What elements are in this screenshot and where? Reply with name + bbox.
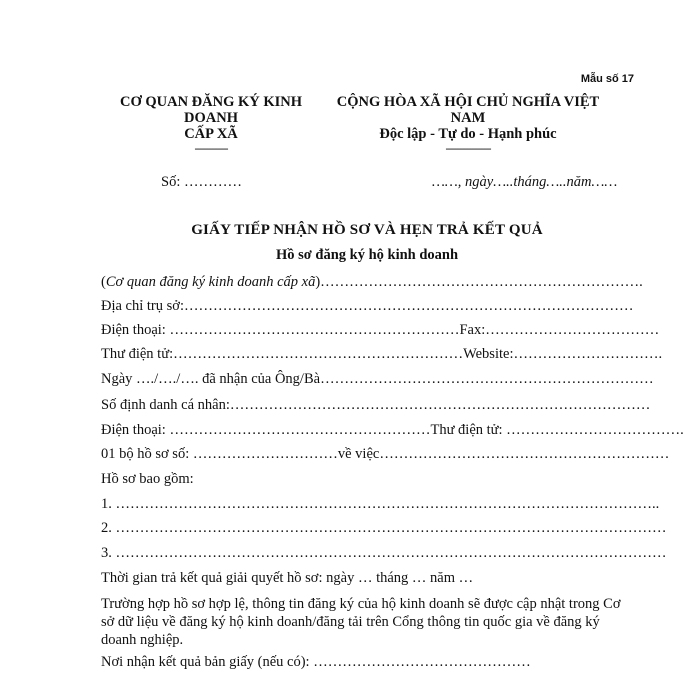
received-date-line: Ngày …./…./…. đã nhận của Ông/Bà…………………………………………………………… [101,371,654,387]
dossier-item-1: 1. ………………………………………………………………………………………………….. [101,496,660,512]
document-number: Số: ………… [161,174,242,190]
issuing-agency-separator: ----------- [194,141,228,155]
email-website-line: Thư điện tử:……………………………………………………Website:…………………………. [101,346,663,362]
phone-email-line: Điện thoại: ………………………………………………Thư điện tử: ………………………………. [101,422,684,438]
personal-id-line: Số định danh cá nhân:…………………………………………………………………………… [101,397,651,413]
form-number: Mẫu số 17 [580,73,634,85]
document-date: ……, ngày…..tháng…..năm…… [432,174,618,190]
document-subtitle: Hồ sơ đăng ký hộ kinh doanh [275,247,459,263]
phone-fax-line: Điện thoại: ……………………………………………………Fax:……………………………… [101,322,660,338]
dossier-includes-label: Hồ sơ bao gồm: [101,471,194,487]
document-title: GIẤY TIẾP NHẬN HỒ SƠ VÀ HẸN TRẢ KẾT QUẢ [191,222,543,238]
issuing-agency-line-2: DOANH [184,110,238,126]
issuing-agency-line-3: CẤP XÃ [184,126,238,142]
agency-dots: )…………………………………………………………. [315,274,643,290]
paper-result-line: Nơi nhận kết quả bản giấy (nếu có): ……………………………………… [101,654,531,670]
dossier-line: 01 bộ hồ sơ số: …………………………về việc…………………………………………………… [101,446,670,462]
dossier-item-3: 3. …………………………………………………………………………………………………… [101,545,667,561]
agency-open-paren: ( [101,274,106,290]
national-motto: Độc lập - Tự do - Hạnh phúc [379,126,557,142]
agency-name-placeholder: Cơ quan đăng ký kinh doanh cấp xã [105,274,316,290]
national-motto-separator: --------------- [445,141,491,155]
result-time-line: Thời gian trả kết quả giải quyết hồ sơ: ngày … tháng … năm … [101,570,474,586]
agency-line [101,274,643,291]
address-line: Địa chỉ trụ sở:………………………………………………………………………………… [101,298,634,314]
issuing-agency-line-1: CƠ QUAN ĐĂNG KÝ KINH [119,94,303,110]
dossier-item-2: 2. …………………………………………………………………………………………………… [101,520,667,536]
national-motto-block [322,94,614,154]
national-title-line-1: CỘNG HÒA XÃ HỘI CHỦ NGHĨA VIỆT [336,94,600,110]
issuing-agency-block [96,94,326,154]
national-title-line-2: NAM [450,110,486,126]
valid-case-paragraph: Trường hợp hồ sơ hợp lệ, thông tin đăng ký của hộ kinh doanh sẽ được cập nhật trong Cơ sở dữ liệu về đăng ký hộ kinh doanh/đăng tải trên Cổng thông tin quốc gia về đăng ký doanh nghiệp. [101,596,621,648]
